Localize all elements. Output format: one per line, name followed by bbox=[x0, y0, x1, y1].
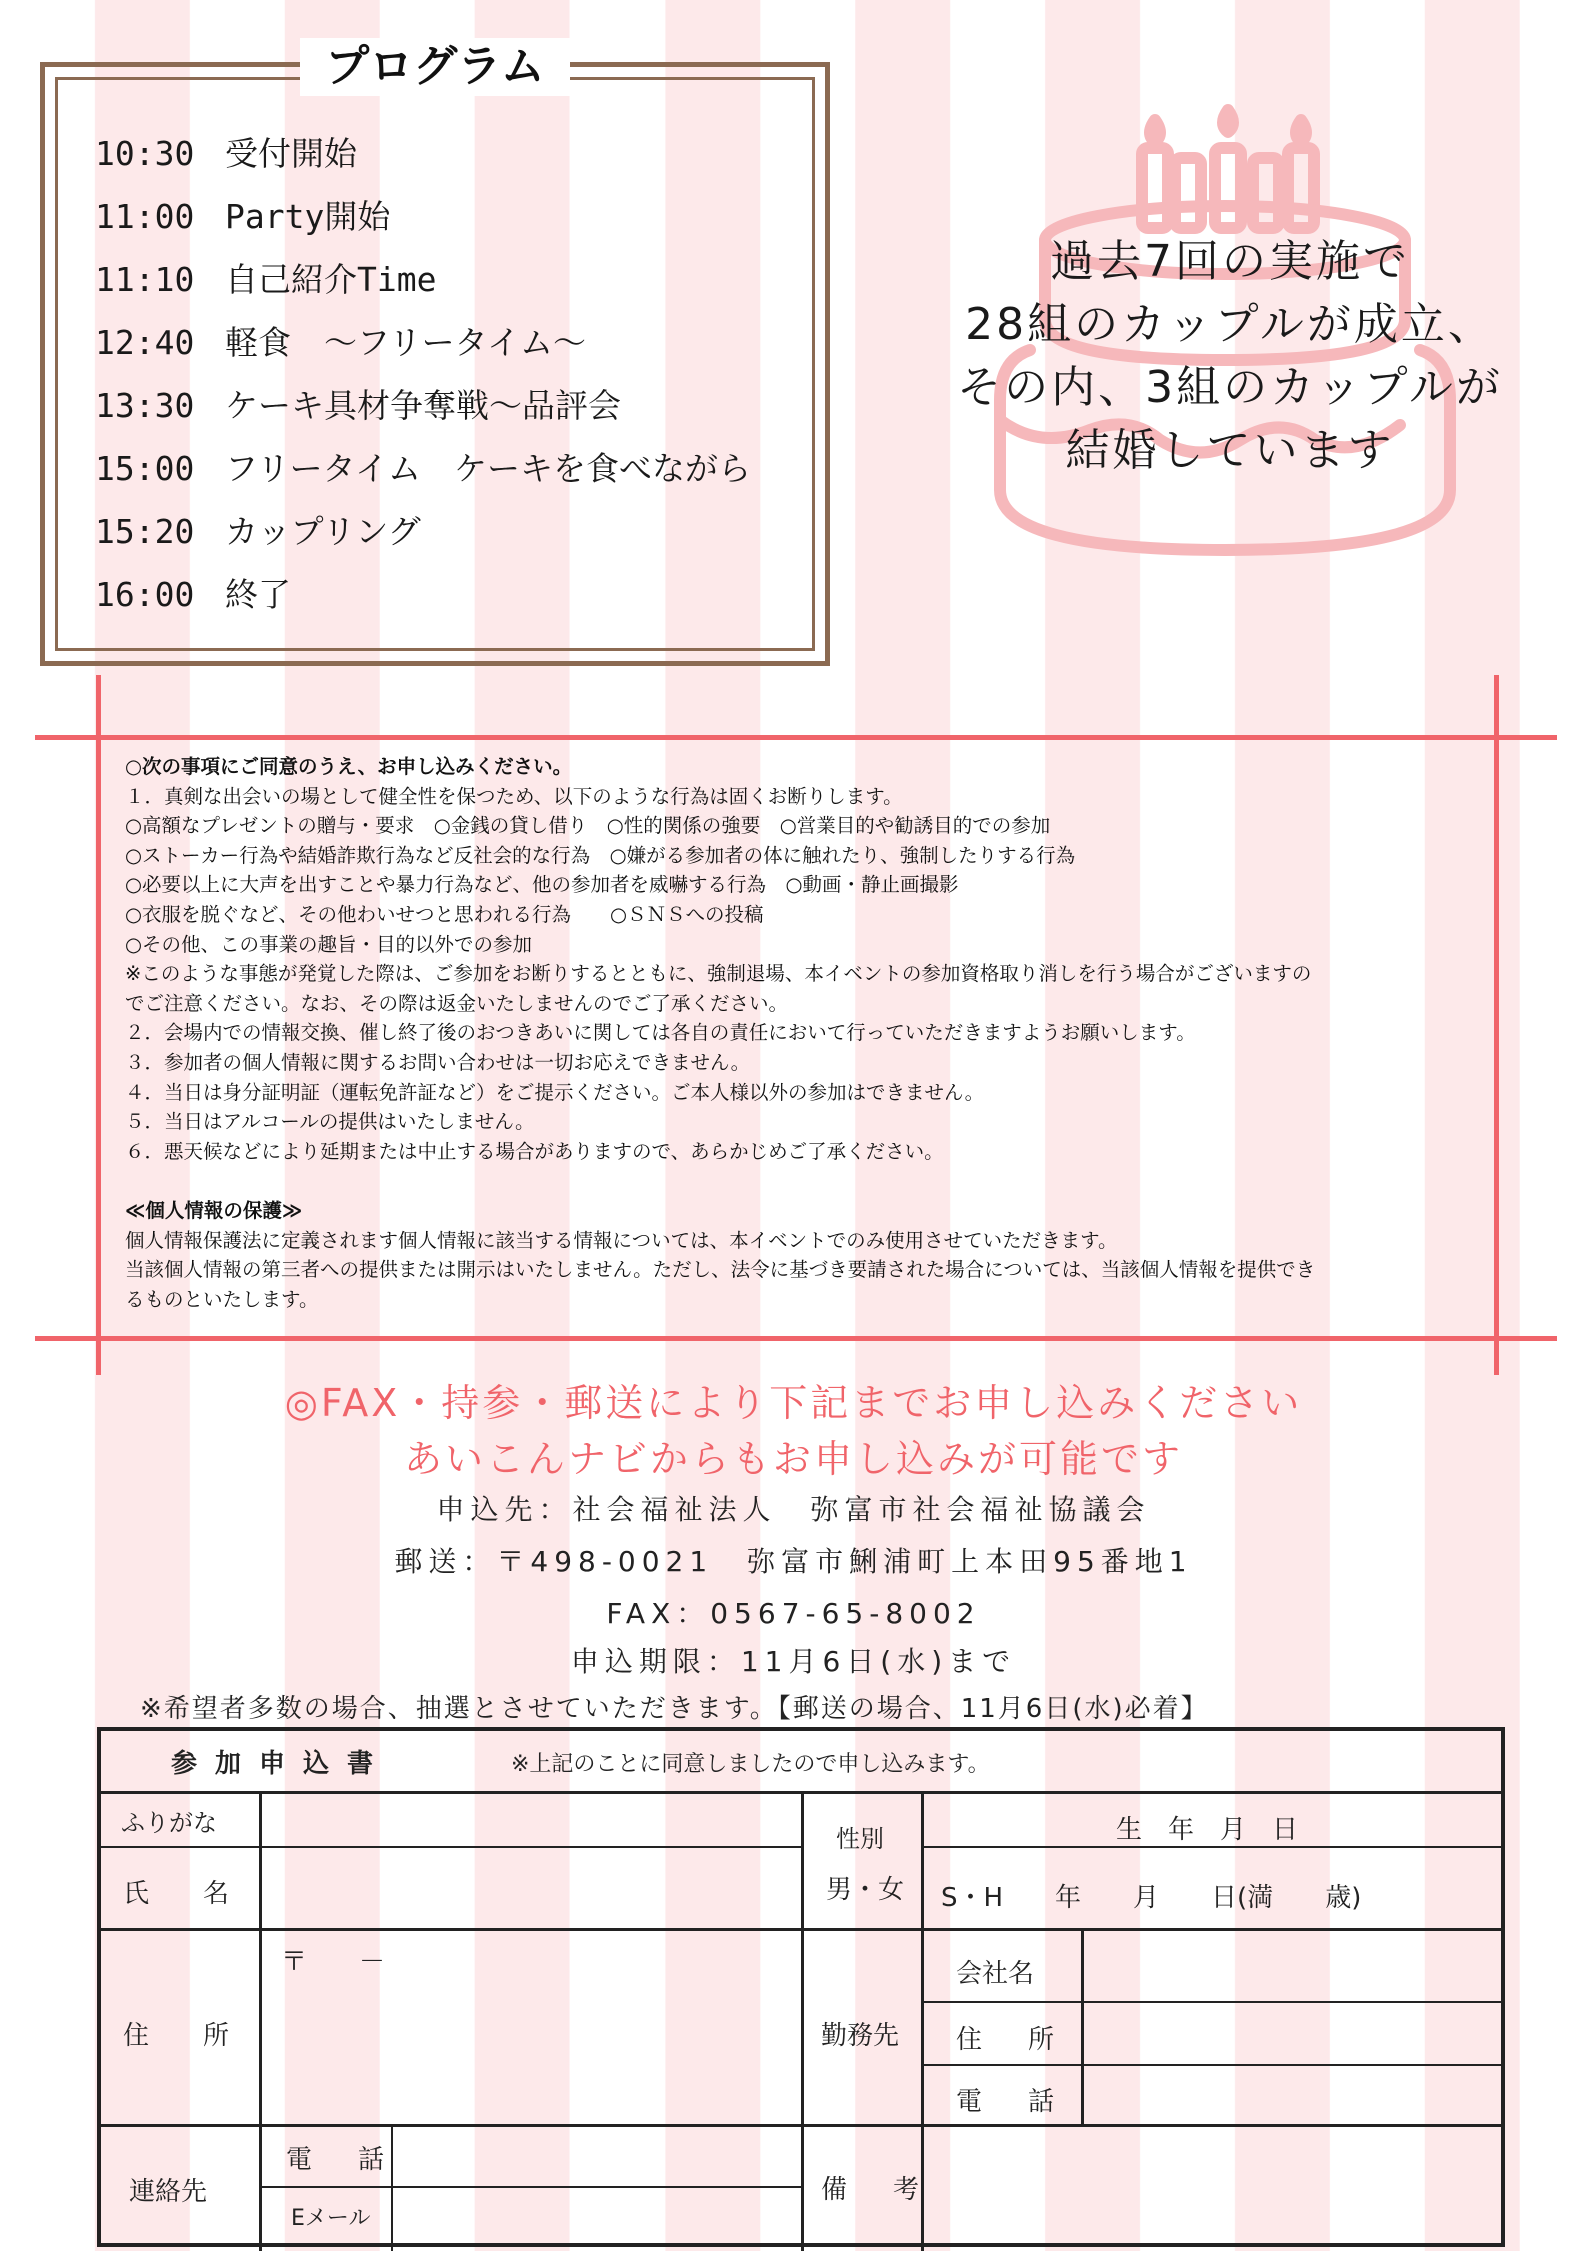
gender-label: 性別 bbox=[836, 1825, 884, 1853]
privacy-heading: ≪個人情報の保護≫ bbox=[125, 1198, 303, 1222]
notice-divider-top bbox=[35, 735, 1557, 740]
notice-spacer bbox=[125, 1166, 1495, 1196]
headline-line2: 28組のカップルが成立、 bbox=[965, 299, 1495, 350]
program-event: Party開始 bbox=[225, 197, 391, 236]
birthdate-label: 生 年 月 日 bbox=[1116, 1815, 1299, 1845]
notice-line: １．真剣な出会いの場として健全性を保つため、以下のような行為は固くお断りします。 bbox=[125, 784, 903, 808]
program-row bbox=[95, 191, 390, 238]
work-phone-field[interactable] bbox=[1091, 2071, 1491, 2121]
notice-line: ○衣服を脱ぐなど、その他わいせつと思われる行為 ○ＳＮＳへの投稿 bbox=[125, 902, 764, 926]
program-title: プログラム bbox=[300, 38, 570, 96]
apply-method: ◎FAX・持参・郵送により下記までお申し込みください bbox=[284, 1381, 1303, 1425]
program-time: 10:30 bbox=[95, 134, 195, 173]
notice-line: ２．会場内での情報交換、催し終了後のおつきあいに関しては各自の責任において行っていただきますようお願いします。 bbox=[125, 1021, 1196, 1045]
notice-divider-bottom bbox=[35, 1336, 1557, 1341]
program-event: 終了 bbox=[225, 575, 291, 614]
email-label: Eメール bbox=[291, 2206, 371, 2231]
notice-line: ６．悪天候などにより延期または中止する場合がありますので、あらかじめご了承ください。 bbox=[125, 1139, 944, 1163]
work-phone-label: 電 話 bbox=[956, 2087, 1065, 2117]
privacy-line: 個人情報保護法に定義されます個人情報に該当する情報については、本イベントでのみ使用させていただきます。 bbox=[125, 1228, 1118, 1252]
name-label: 氏 名 bbox=[123, 1879, 244, 1909]
form-agreement: ※上記のことに同意しましたので申し込みます。 bbox=[511, 1752, 990, 1777]
gender-options[interactable]: 男・女 bbox=[826, 1875, 905, 1905]
work-address-field[interactable] bbox=[1091, 2009, 1491, 2059]
program-row bbox=[95, 128, 357, 175]
notice-line: ○ストーカー行為や結婚詐欺行為など反社会的な行為 ○嫌がる参加者の体に触れたり、強制したりする行為 bbox=[125, 843, 1076, 867]
notice-line: ５．当日はアルコールの提供はいたしません。 bbox=[125, 1110, 535, 1134]
name-field[interactable] bbox=[281, 1856, 791, 1916]
notice-line: ３．参加者の個人情報に関するお問い合わせは一切お応えできません。 bbox=[125, 1050, 751, 1074]
program-time: 11:00 bbox=[95, 197, 195, 236]
contact-phone-field[interactable] bbox=[401, 2131, 791, 2181]
headline-line1: 過去7回の実施で bbox=[1050, 236, 1410, 287]
company-label: 会社名 bbox=[956, 1959, 1035, 1989]
notice-line: ○高額なプレゼントの贈与・要求 ○金銭の貸し借り ○性的関係の強要 ○営業目的や勧誘目的での参加 bbox=[125, 814, 1051, 838]
furigana-label: ふりがな bbox=[121, 1809, 217, 1837]
program-event: 受付開始 bbox=[225, 134, 357, 173]
program-time: 11:10 bbox=[95, 260, 195, 299]
notice-text bbox=[125, 752, 1495, 1314]
birthdate-field[interactable]: S・H 年 月 日(満 歳) bbox=[941, 1883, 1362, 1913]
notice-line: ４．当日は身分証明証（運転免許証など）をご提示ください。ご本人様以外の参加はできません。 bbox=[125, 1080, 985, 1104]
apply-postal-address: 郵送：〒498-0021 弥富市鯏浦町上本田95番地1 bbox=[394, 1545, 1193, 1578]
email-field[interactable] bbox=[401, 2193, 791, 2243]
notice-line: でご注意ください。なお、その際は返金いたしませんのでご了承ください。 bbox=[125, 991, 789, 1015]
contact-label: 連絡先 bbox=[129, 2177, 208, 2207]
form-title: 参加申込書 bbox=[171, 1749, 392, 1779]
headline-line3: その内、3組のカップルが bbox=[957, 362, 1503, 413]
program-row bbox=[95, 380, 621, 427]
program-time: 16:00 bbox=[95, 575, 195, 614]
privacy-line: 当該個人情報の第三者への提供または開示はいたしません。ただし、法令に基づき要請された場合については、当該個人情報を提供でき bbox=[125, 1258, 1316, 1282]
apply-recipient: 申込先：社会福祉法人 弥富市社会福祉協議会 bbox=[436, 1493, 1151, 1526]
program-row bbox=[95, 506, 421, 553]
notice-line: ※このような事態が発覚した際は、ご参加をお断りするとともに、強制退場、本イベントの参加資格取り消しを行う場合がございますの bbox=[125, 962, 1312, 986]
headline-line4: 結婚しています bbox=[1065, 425, 1395, 476]
workplace-label: 勤務先 bbox=[821, 2021, 900, 2051]
notice-line: ○その他、この事業の趣旨・目的以外での参加 bbox=[125, 932, 533, 956]
program-time: 13:30 bbox=[95, 386, 195, 425]
company-field[interactable] bbox=[1091, 1941, 1491, 1996]
application-form bbox=[97, 1727, 1505, 2247]
program-row bbox=[95, 317, 586, 364]
program-event: カップリング bbox=[225, 512, 421, 551]
notice-heading: ○次の事項にご同意のうえ、お申し込みください。 bbox=[125, 755, 573, 778]
program-time: 15:00 bbox=[95, 449, 195, 488]
apply-online: あいこんナビからもお申し込みが可能です bbox=[403, 1437, 1183, 1481]
program-event: 自己紹介Time bbox=[225, 260, 437, 299]
address-label: 住 所 bbox=[123, 2021, 244, 2051]
apply-deadline: 申込期限：11月6日(水)まで bbox=[570, 1645, 1017, 1678]
program-time: 12:40 bbox=[95, 323, 195, 362]
contact-phone-label: 電 話 bbox=[286, 2145, 395, 2175]
apply-fax: FAX：0567-65-8002 bbox=[606, 1597, 981, 1630]
work-address-label: 住 所 bbox=[956, 2025, 1065, 2055]
furigana-field[interactable] bbox=[281, 1801, 791, 1841]
remarks-label: 備 考 bbox=[821, 2175, 930, 2205]
program-event: ケーキ具材争奪戦～品評会 bbox=[225, 386, 621, 425]
headline bbox=[880, 230, 1580, 482]
program-event: フリータイム ケーキを食べながら bbox=[225, 449, 752, 488]
address-postal-field[interactable]: 〒 － bbox=[281, 1947, 386, 1977]
program-time: 15:20 bbox=[95, 512, 195, 551]
apply-lottery-note: ※希望者多数の場合、抽選とさせていただきます。【郵送の場合、11月6日(水)必着】 bbox=[140, 1694, 1209, 1724]
remarks-field[interactable] bbox=[936, 2136, 1491, 2236]
program-row bbox=[95, 443, 751, 490]
program-event: 軽食 ～フリータイム～ bbox=[225, 323, 587, 362]
notice-rule-left bbox=[96, 675, 101, 1375]
privacy-line: るものといたします。 bbox=[125, 1287, 319, 1311]
notice-line: ○必要以上に大声を出すことや暴力行為など、他の参加者を威嚇する行為 ○動画・静止画撮影 bbox=[125, 873, 959, 897]
program-row bbox=[95, 569, 291, 616]
program-row bbox=[95, 254, 436, 301]
